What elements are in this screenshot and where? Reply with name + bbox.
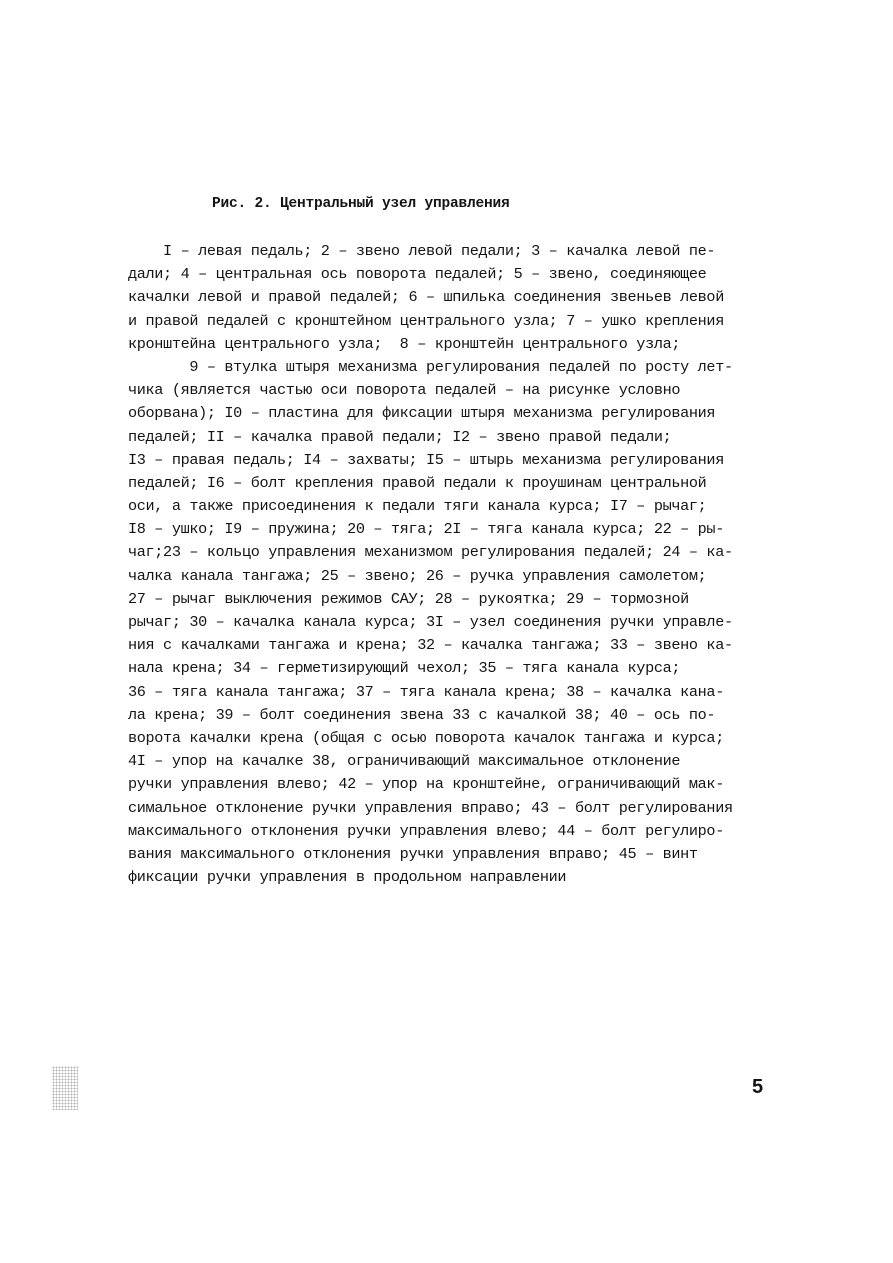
- legend-line: нала крена; 34 – герметизирующий чехол; 35 – тяга канала курса;: [128, 659, 681, 678]
- legend-line: ручки управления влево; 42 – упор на кронштейне, ограничивающий мак-: [128, 775, 724, 794]
- legend-line: вания максимального отклонения ручки управления вправо; 45 – винт: [128, 844, 698, 863]
- legend-line: 4I – упор на качалке 38, ограничивающий максимальное отклонение: [128, 752, 681, 771]
- legend-line: I8 – ушко; I9 – пружина; 20 – тяга; 2I – тяга канала курса; 22 – ры-: [128, 520, 724, 539]
- page-number: 5: [752, 1076, 764, 1098]
- legend-line: 36 – тяга канала тангажа; 37 – тяга канала крена; 38 – качалка кана-: [128, 682, 724, 701]
- legend-line: I – левая педаль; 2 – звено левой педали; 3 – качалка левой пе-: [128, 242, 716, 260]
- legend-line: качалки левой и правой педалей; 6 – шпилька соединения звеньев левой: [128, 288, 724, 307]
- legend-line: максимального отклонения ручки управления влево; 44 – болт регулиро-: [128, 821, 724, 840]
- legend-line: ния с качалками тангажа и крена; 32 – качалка тангажа; 33 – звено ка-: [128, 636, 733, 655]
- legend-line: ворота качалки крена (общая с осью поворота качалок тангажа и курса;: [128, 728, 724, 747]
- legend-line: I3 – правая педаль; I4 – захваты; I5 – штырь механизма регулирования: [128, 450, 724, 469]
- legend-line: чалка канала тангажа; 25 – звено; 26 – ручка управления самолетом;: [128, 566, 707, 585]
- legend-line: кронштейна центрального узла; 8 – кронштейн центрального узла;: [128, 334, 681, 353]
- legend-line: чика (является частью оси поворота педалей – на рисунке условно: [128, 381, 681, 400]
- legend-line: рычаг; 30 – качалка канала курса; 3I – узел соединения ручки управле-: [128, 613, 733, 631]
- legend-text: [128, 240, 788, 889]
- legend-line: чаг;23 – кольцо управления механизмом регулирования педалей; 24 – ка-: [128, 543, 733, 562]
- legend-line: фиксации ручки управления в продольном направлении: [128, 868, 567, 887]
- legend-line: симальное отклонение ручки управления вправо; 43 – болт регулирования: [128, 798, 733, 817]
- legend-line: 9 – втулка штыря механизма регулирования педалей по росту лет-: [128, 357, 733, 376]
- legend-line: педалей; II – качалка правой педали; I2 – звено правой педали;: [128, 427, 672, 446]
- legend-line: педалей; I6 – болт крепления правой педали к проушинам центральной: [128, 473, 707, 492]
- legend-line: 27 – рычаг выключения режимов САУ; 28 – рукоятка; 29 – тормозной: [128, 589, 689, 608]
- legend-line: оси, а также присоединения к педали тяги канала курса; I7 – рычаг;: [128, 497, 707, 516]
- legend-line: и правой педалей с кронштейном центрального узла; 7 – ушко крепления: [128, 311, 724, 330]
- scan-artifact: [52, 1066, 78, 1110]
- legend-line: оборвана); I0 – пластина для фиксации штыря механизма регулирования: [128, 404, 716, 423]
- legend-line: ла крена; 39 – болт соединения звена 33 с качалкой 38; 40 – ось по-: [128, 705, 716, 724]
- legend-line: дали; 4 – центральная ось поворота педалей; 5 – звено, соединяющее: [128, 265, 707, 284]
- figure-caption: Рис. 2. Центральный узел управления: [212, 196, 510, 212]
